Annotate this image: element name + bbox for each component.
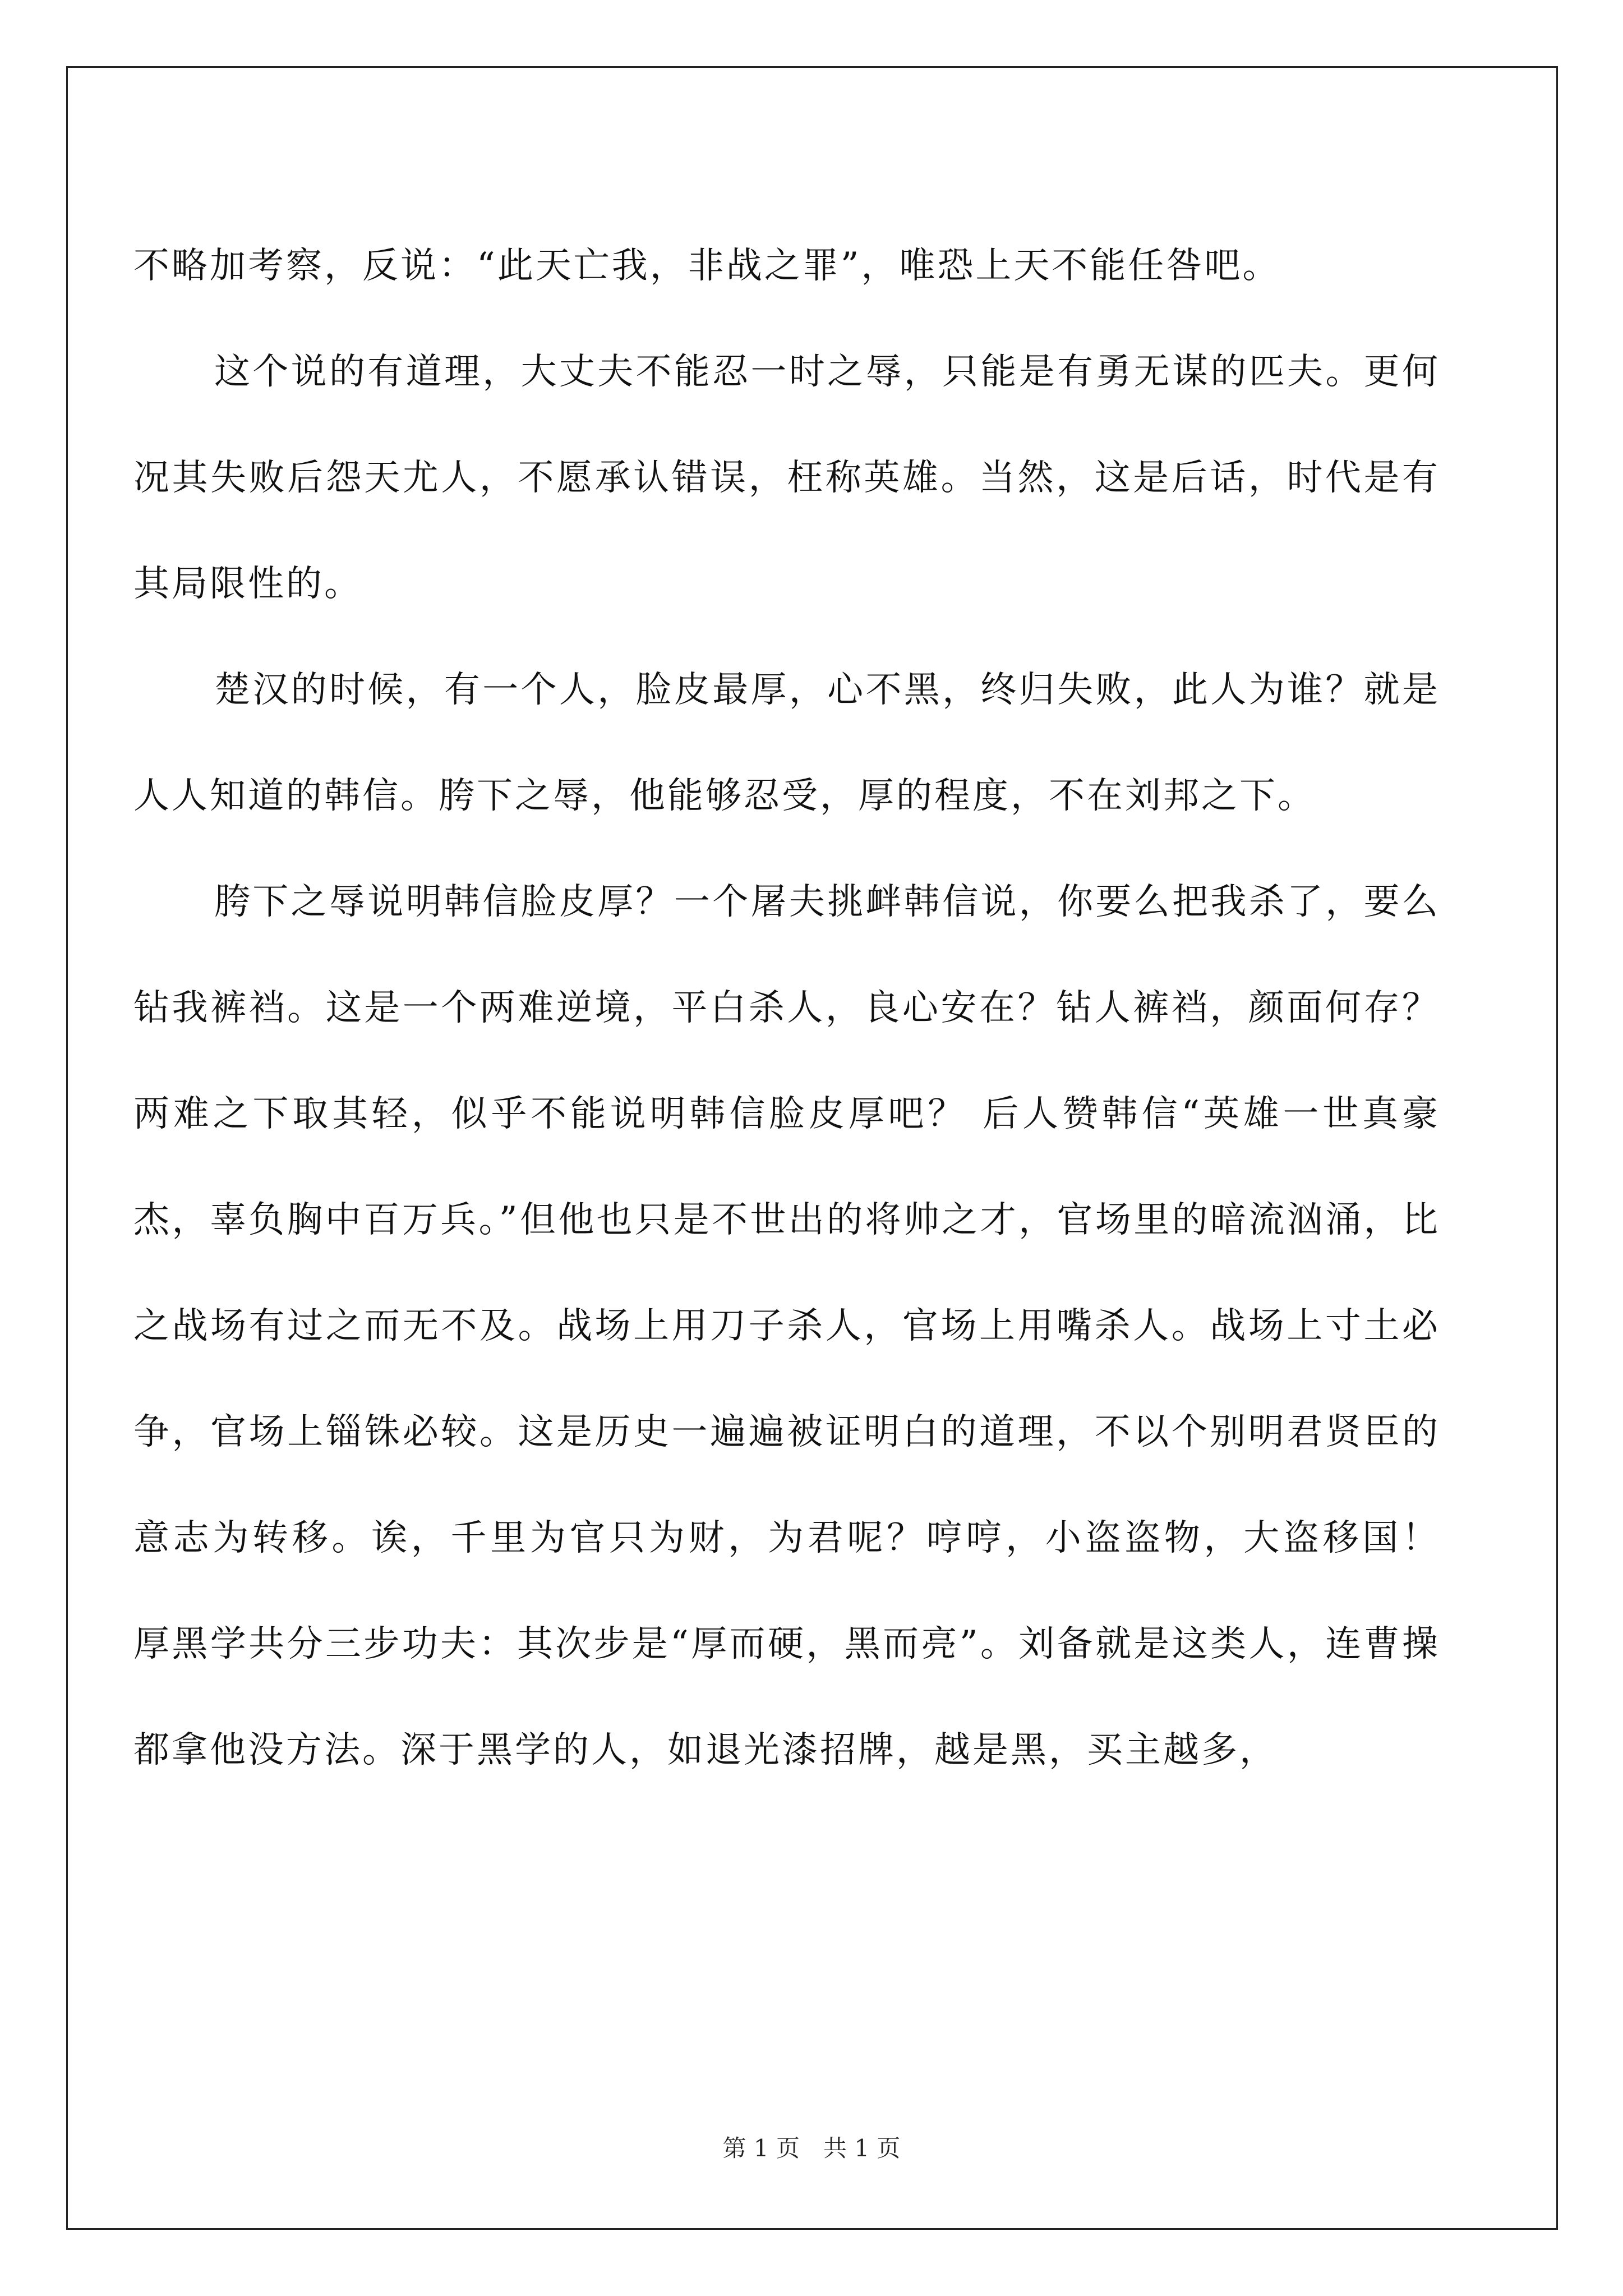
paragraph-3: 楚汉的时候，有一个人，脸皮最厚，心不黑，终归失败，此人为谁？就是人人知道的韩信。胯下之辱，他能够忍受，厚的程度，不在刘邦之下。 (133, 669, 1440, 817)
page-number-footer: 第 1 页 共 1 页 (722, 2134, 901, 2162)
paragraph-4: 胯下之辱说明韩信脸皮厚？一个屠夫挑衅韩信说，你要么把我杀了，要么钻我裤裆。这是一个两难逆境，平白杀人，良心安在？钻人裤裆，颜面何存？两难之下取其轻，似乎不能说明韩信脸皮厚吧？ 后人赞韩信“英雄一世真豪杰，辜负胸中百万兵。”但他也只是不世出的将帅之才，官场里的暗流汹涌，比之战场有过之而无不及。战场上用刀子杀人，官场上用嘴杀人。战场上寸土必争，官场上锱铢必较。这是历史一遍遍被证明白的道理，不以个别明君贤臣的意志为转移。诶，千里为官只为财，为君呢？哼哼，小盗盗物，大盗移国！ 厚黑学共分三步功夫：其次步是“厚而硬，黑而亮”。刘备就是这类人，连曹操都拿他没方法。深于黑学的人，如退光漆招牌，越是黑，买主越多， (133, 881, 1440, 1771)
document-body (133, 213, 1440, 1803)
paragraph-1: 不略加考察，反说：“此天亡我，非战之罪”，唯恐上天不能任咎吧。 (133, 245, 1281, 287)
paragraph-2: 这个说的有道理，大丈夫不能忍一时之辱，只能是有勇无谋的匹夫。更何况其失败后怨天尤人，不愿承认错误，枉称英雄。当然，这是后话，时代是有其局限性的。 (133, 351, 1440, 605)
